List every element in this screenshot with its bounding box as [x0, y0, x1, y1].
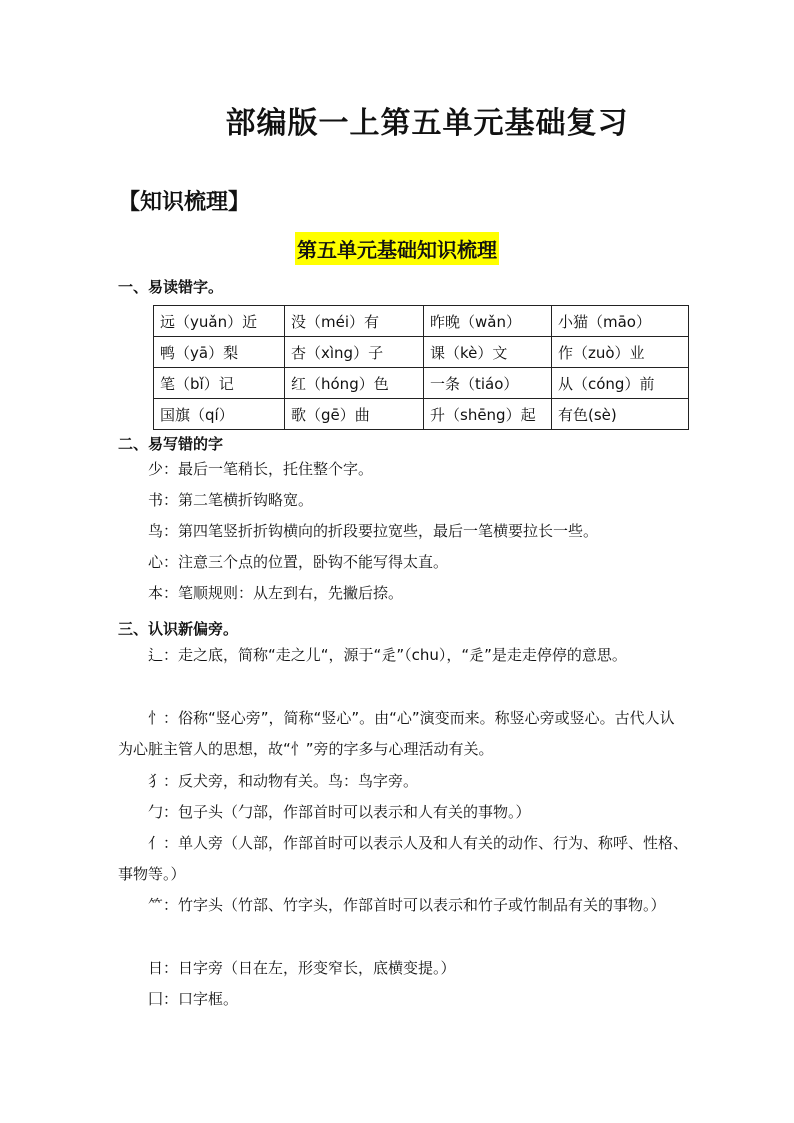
table-cell: 没（méi）有 [285, 306, 424, 337]
table-row [154, 337, 689, 368]
radical-paragraph: 勹：包子头（勹部，作部首时可以表示和人有关的事物。） [148, 803, 531, 821]
table-cell: 昨晚（wǎn） [424, 306, 552, 337]
note-line: 鸟：第四笔竖折折钩横向的折段要拉宽些，最后一笔横要拉长一些。 [148, 522, 599, 540]
table-cell: 国旗（qí） [154, 399, 285, 430]
radical-paragraph: ⻍：走之底，简称“走之儿“，源于“辵”（chu），“辵”是走走停停的意思。 [148, 646, 627, 664]
note-line: 本：笔顺规则：从左到右，先撇后捺。 [148, 584, 404, 602]
pinyin-table [153, 305, 689, 430]
note-line: 书：第二笔横折钩略宽。 [148, 491, 314, 509]
subtitle-wrap [0, 232, 794, 265]
radical-paragraph: 日：日字旁（日在左，形变窄长，底横变提。） [148, 959, 456, 977]
heading-easy-misread: 一、易读错字。 [118, 278, 224, 296]
table-cell: 作（zuò）业 [552, 337, 689, 368]
radical-paragraph: ⺮：竹字头（竹部、竹字头，作部首时可以表示和竹子或竹制品有关的事物。） [148, 896, 666, 914]
table-cell: 有色(sè) [552, 399, 689, 430]
table-cell: 小猫（māo） [552, 306, 689, 337]
highlighted-subtitle: 第五单元基础知识梳理 [295, 232, 499, 265]
table-row [154, 306, 689, 337]
table-cell: 歌（gē）曲 [285, 399, 424, 430]
table-cell: 课（kè）文 [424, 337, 552, 368]
table-row [154, 399, 689, 430]
radical-paragraph: 忄：俗称“竖心旁”，简称“竖心”。由“心”演变而来。称竖心旁或竖心。古代人认为心脏主管人的思想，故“忄”旁的字多与心理活动有关。 [118, 709, 675, 758]
heading-easy-miswrite: 二、易写错的字 [118, 435, 224, 453]
radical-paragraph: 犭：反犬旁，和动物有关。鸟：鸟字旁。 [148, 772, 419, 790]
note-line: 少：最后一笔稍长，托住整个字。 [148, 460, 374, 478]
table-cell: 笔（bǐ）记 [154, 368, 285, 399]
table-cell: 杏（xìng）子 [285, 337, 424, 368]
table-cell: 鸭（yā）梨 [154, 337, 285, 368]
section-label: 【知识梳理】 [118, 189, 251, 215]
radical-paragraph: 亻：单人旁（人部，作部首时可以表示人及和人有关的动作、行为、称呼、性格、事物等。） [118, 834, 689, 883]
table-cell: 一条（tiáo） [424, 368, 552, 399]
radical-paragraph: 囗：口字框。 [148, 990, 239, 1008]
heading-new-radicals: 三、认识新偏旁。 [118, 620, 239, 638]
page-title: 部编版一上第五单元基础复习 [225, 106, 629, 141]
table-cell: 升（shēng）起 [424, 399, 552, 430]
table-cell: 远（yuǎn）近 [154, 306, 285, 337]
table-row [154, 368, 689, 399]
note-line: 心：注意三个点的位置，卧钩不能写得太直。 [148, 553, 449, 571]
table-cell: 从（cóng）前 [552, 368, 689, 399]
table-cell: 红（hóng）色 [285, 368, 424, 399]
